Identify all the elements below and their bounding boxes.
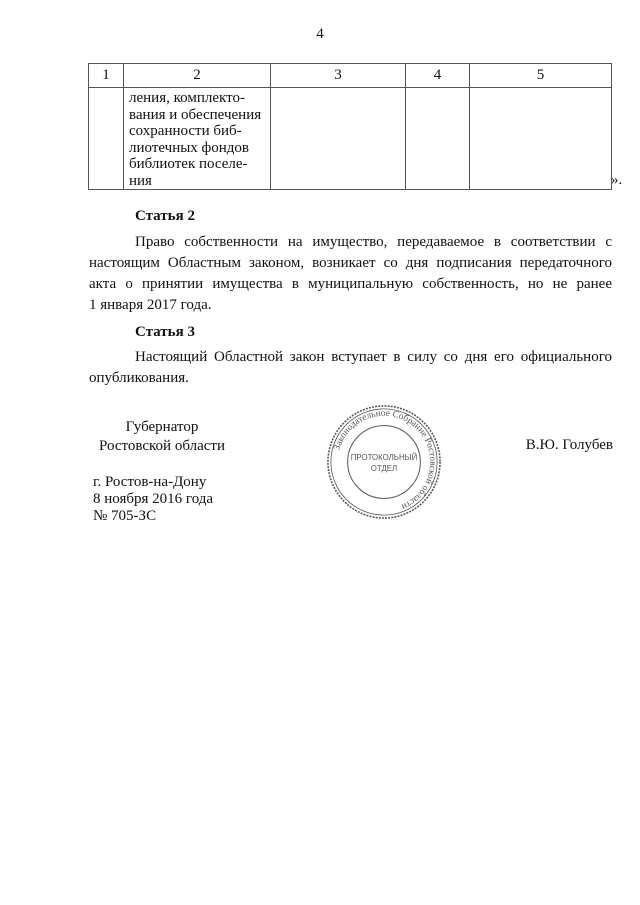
table-header-cell: 2 xyxy=(124,64,271,88)
table-row xyxy=(89,88,612,190)
article-3-line: опубликования. xyxy=(89,370,189,386)
table-header-cell: 5 xyxy=(470,64,612,88)
cell-text-line: сохранности биб- xyxy=(129,123,242,139)
document-date: 8 ноября 2016 года xyxy=(93,491,214,507)
article-2-line: 1 января 2017 года. xyxy=(89,297,212,313)
cell-text-line: вания и обеспечения xyxy=(129,106,262,123)
table-header-cell: 4 xyxy=(406,64,470,88)
article-3-text xyxy=(89,347,612,389)
document-number: № 705-ЗС xyxy=(93,508,157,524)
article-2-line: настоящим Областным законом, возникает со дня подписания передаточного xyxy=(89,255,612,271)
continuation-table xyxy=(88,63,612,190)
article-3-line: Настоящий Областной закон вступает в силу со дня его официального xyxy=(135,349,612,365)
article-2-line: Право собственности на имущество, передаваемое в соответствии с xyxy=(135,234,612,250)
place-date-block xyxy=(93,474,213,525)
article-3-heading: Статья 3 xyxy=(135,324,195,340)
table-cell xyxy=(470,88,612,190)
table-header-cell: 1 xyxy=(89,64,124,88)
stamp-center-line: ПРОТОКОЛЬНЫЙ xyxy=(350,453,418,463)
table-cell xyxy=(271,88,406,190)
cell-text-line: библиотек поселе- xyxy=(129,156,248,172)
cell-text-line: лиотечных фондов xyxy=(129,139,250,156)
article-2-heading: Статья 2 xyxy=(135,208,195,224)
article-2-line: акта о принятии имущества в муниципальную собственность, но не ранее xyxy=(89,276,612,292)
cell-text-line: ления, комплекто- xyxy=(129,90,245,106)
signatory-title xyxy=(93,418,231,456)
table-cell-description xyxy=(124,88,271,190)
place-city: г. Ростов-на-Дону xyxy=(93,474,207,490)
signatory-title-line: Губернатор xyxy=(125,419,199,435)
official-stamp xyxy=(325,403,443,521)
table-cell xyxy=(406,88,470,190)
cell-text-line: ния xyxy=(129,172,152,189)
closing-quote: ». xyxy=(611,172,623,188)
table-header-row xyxy=(89,64,612,88)
signatory-name: В.Ю. Голубев xyxy=(525,437,613,453)
signatory-title-line: Ростовской области xyxy=(99,438,225,454)
table-header-cell: 3 xyxy=(271,64,406,88)
stamp-ring-text: Законодательное Собрание Ростовской области xyxy=(332,408,438,512)
article-2-text xyxy=(89,232,612,316)
stamp-center-line: ОТДЕЛ xyxy=(370,463,398,473)
table-cell xyxy=(89,88,124,190)
page-number: 4 xyxy=(316,26,324,42)
